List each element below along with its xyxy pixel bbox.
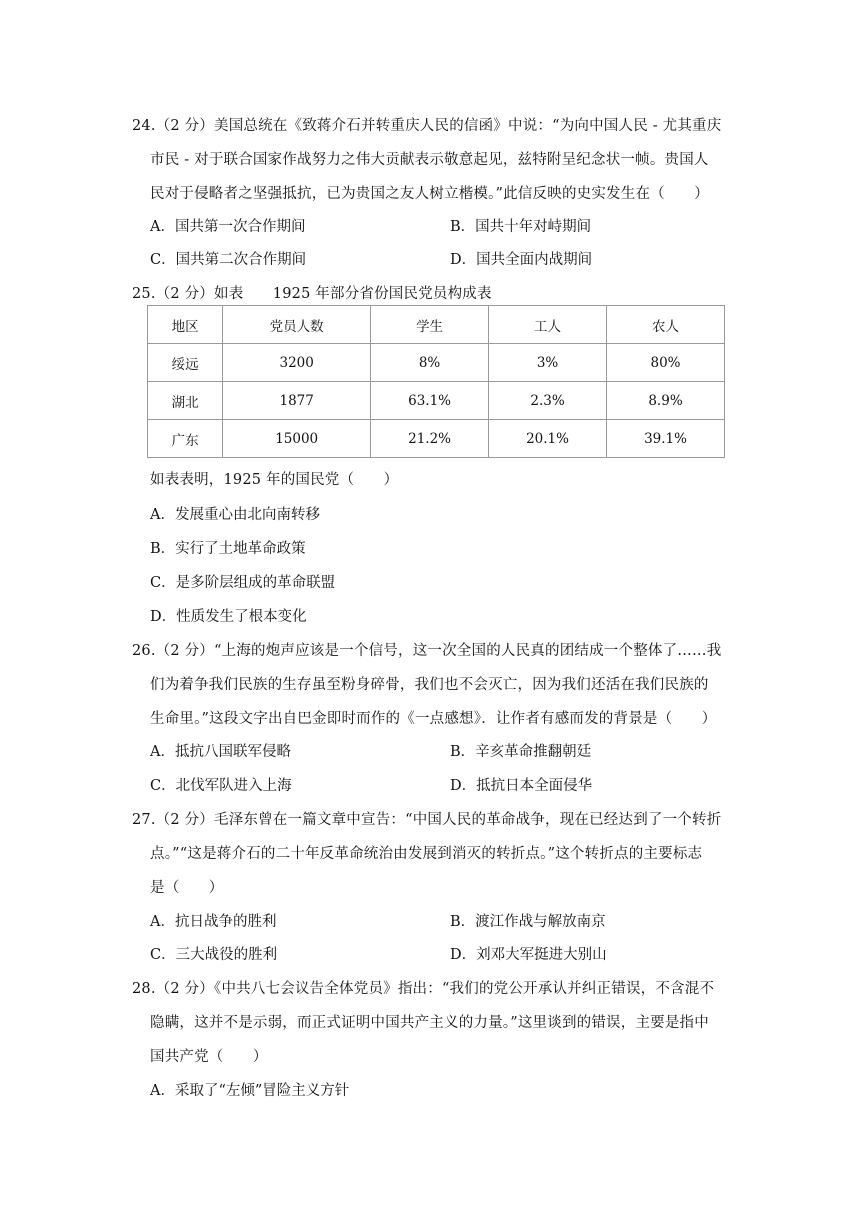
table-header-cell: 学生 — [371, 306, 489, 344]
table-cell: 15000 — [223, 420, 371, 458]
q25-option-a: A．发展重心由北向南转移 — [150, 507, 320, 523]
q25-option-c: C．是多阶层组成的革命联盟 — [150, 575, 336, 591]
table-cell: 80% — [607, 344, 725, 382]
q24-line-3: 民对于侵略者之坚强抵抗，已为贵国之友人树立楷模。”此信反映的史实发生在（ ） — [150, 186, 709, 202]
q27-line-2: 点。”“这是蒋介石的二十年反革命统治由发展到消灭的转折点。”这个转折点的主要标志 — [150, 846, 703, 862]
q26-option-b: B．辛亥革命推翻朝廷 — [450, 744, 592, 760]
table-cell: 绥远 — [148, 344, 223, 382]
q24-line-2: 市民 - 对于联合国家作战努力之伟大贡献表示敬意起见，兹特附呈纪念状一帧。贵国人 — [150, 152, 709, 168]
table-cell: 湖北 — [148, 382, 223, 420]
q24-line-1: 24.（2 分）美国总统在《致蒋介石并转重庆人民的信函》中说：“为向中国人民 - 尤其重庆 — [132, 118, 722, 134]
table-cell: 63.1% — [371, 382, 489, 420]
q27-line-3: 是（ ） — [150, 880, 224, 896]
table-cell: 20.1% — [489, 420, 607, 458]
q28-line-3: 国共产党（ ） — [150, 1049, 268, 1065]
party-member-table — [147, 305, 725, 458]
q27-option-a: A．抗日战争的胜利 — [150, 914, 277, 930]
table-header-cell: 党员人数 — [223, 306, 371, 344]
q24-option-a: A．国共第一次合作期间 — [150, 219, 306, 235]
table-header-cell: 地区 — [148, 306, 223, 344]
table-header-row — [148, 306, 725, 344]
q27-line-1: 27.（2 分）毛泽东曾在一篇文章中宣告：“中国人民的革命战争，现在已经达到了一个转折 — [132, 812, 722, 828]
table-cell: 2.3% — [489, 382, 607, 420]
q25-stem: 如表表明，1925 年的国民党（ ） — [150, 472, 399, 488]
table-cell: 1877 — [223, 382, 371, 420]
q26-line-3: 生命里。”这段文字出自巴金即时而作的《一点感想》．让作者有感而发的背景是（ ） — [150, 711, 717, 727]
table-cell: 8% — [371, 344, 489, 382]
table-cell: 3200 — [223, 344, 371, 382]
q24-option-b: B．国共十年对峙期间 — [450, 219, 592, 235]
q24-option-c: C．国共第二次合作期间 — [150, 252, 307, 268]
q28-option-a: A．采取了“左倾”冒险主义方针 — [150, 1083, 350, 1099]
q26-line-1: 26.（2 分）“上海的炮声应该是一个信号，这一次全国的人民真的团结成一个整体了……我 — [132, 643, 722, 659]
table-cell: 8.9% — [607, 382, 725, 420]
q26-line-2: 们为着争我们民族的生存虽至粉身碎骨，我们也不会灭亡，因为我们还活在我们民族的 — [150, 677, 709, 693]
q26-option-d: D．抵抗日本全面侵华 — [450, 778, 593, 794]
table-cell: 21.2% — [371, 420, 489, 458]
table-row — [148, 420, 725, 458]
table-header-cell: 农人 — [607, 306, 725, 344]
q25-option-b: B．实行了土地革命政策 — [150, 541, 306, 557]
table-row — [148, 344, 725, 382]
table-cell: 39.1% — [607, 420, 725, 458]
table-cell: 广东 — [148, 420, 223, 458]
q24-option-d: D．国共全面内战期间 — [450, 252, 593, 268]
q25-option-d: D．性质发生了根本变化 — [150, 609, 307, 625]
table-cell: 3% — [489, 344, 607, 382]
table-row — [148, 382, 725, 420]
table-header-cell: 工人 — [489, 306, 607, 344]
q26-option-a: A．抵抗八国联军侵略 — [150, 744, 291, 760]
q27-option-b: B．渡江作战与解放南京 — [450, 914, 606, 930]
q27-option-d: D．刘邓大军挺进大别山 — [450, 947, 607, 963]
q28-line-1: 28.（2 分）《中共八七会议告全体党员》指出：“我们的党公开承认并纠正错误，不含混不 — [132, 981, 715, 997]
q25-line-1: 25.（2 分）如表 1925 年部分省份国民党员构成表 — [132, 286, 492, 302]
q26-option-c: C．北伐军队进入上海 — [150, 778, 292, 794]
q28-line-2: 隐瞒，这并不是示弱，而正式证明中国共产主义的力量。”这里谈到的错误，主要是指中 — [150, 1015, 709, 1031]
q27-option-c: C．三大战役的胜利 — [150, 947, 278, 963]
